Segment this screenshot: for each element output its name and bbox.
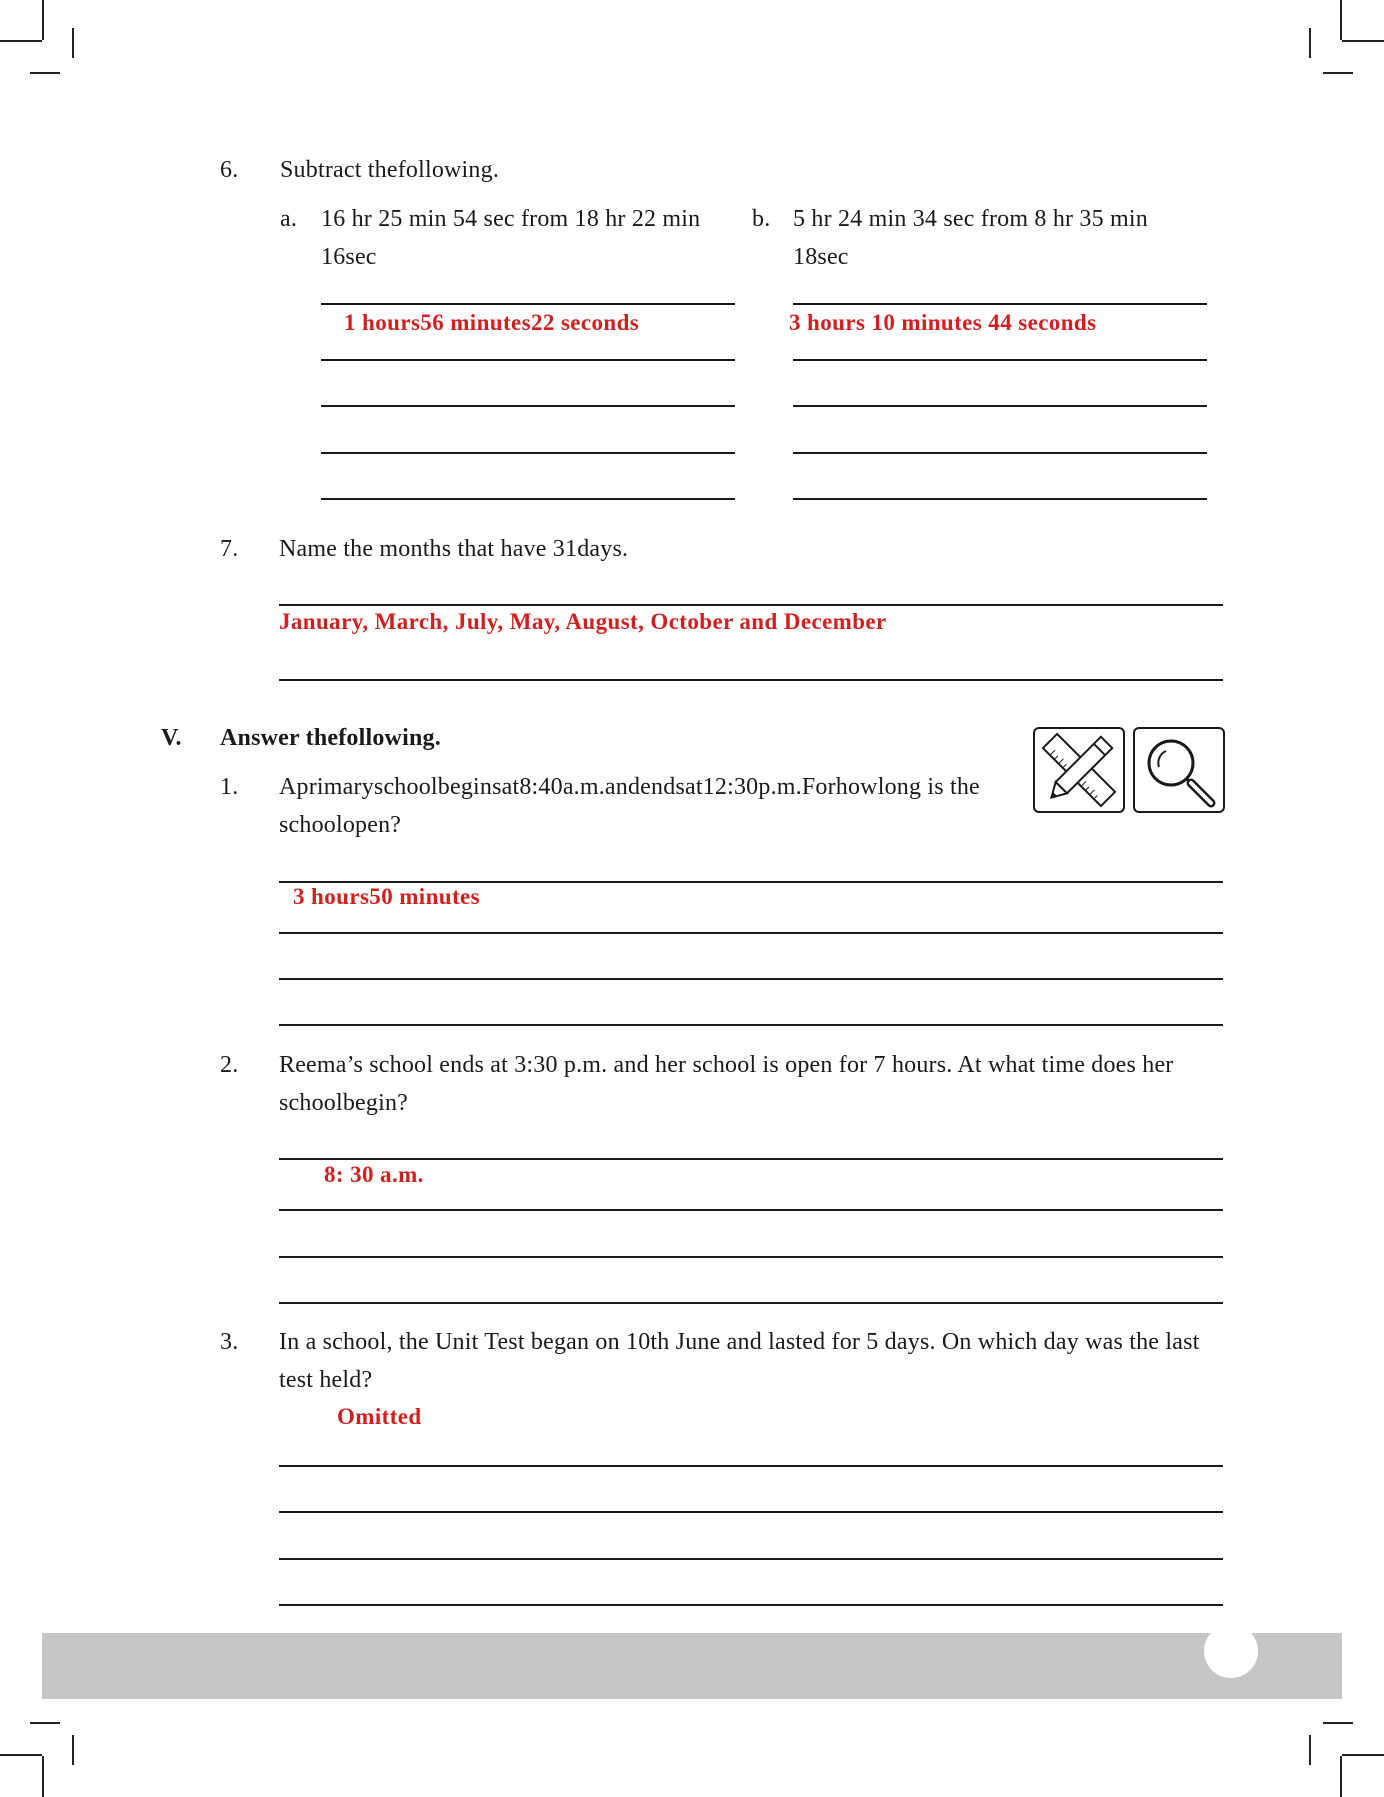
question-prompt: Name the months that have 31days. (279, 536, 629, 562)
answer-line (279, 679, 1223, 681)
magnifier-icon (1133, 727, 1225, 813)
subquestion-a-text: 16 hr 25 min 54 sec from 18 hr 22 min (321, 206, 701, 232)
footer-bar (42, 1633, 1342, 1699)
answer-text: 8: 30 a.m. (324, 1162, 424, 1187)
question-number: 2. (220, 1052, 239, 1078)
answer-b: 3 hours 10 minutes 44 seconds (789, 310, 1097, 335)
subquestion-a-text-cont: 16sec (321, 244, 377, 270)
question-text-cont: schoolbegin? (279, 1090, 409, 1116)
question-prompt: Subtract thefollowing. (280, 157, 500, 183)
subquestion-label-b: b. (752, 206, 771, 232)
answer-text: Omitted (337, 1404, 422, 1429)
answer-text: January, March, July, May, August, October and December (279, 609, 887, 634)
question-text: Aprimaryschoolbeginsat8:40a.m.andendsat12:30p.m.Forhowlong is the (279, 774, 980, 800)
question-number: 1. (220, 774, 239, 800)
subquestion-label-a: a. (280, 206, 298, 232)
question-text-cont: schoolopen? (279, 812, 402, 838)
pencil-ruler-icon (1033, 727, 1125, 813)
answer-line (279, 604, 1223, 606)
question-text: In a school, the Unit Test began on 10th June and lasted for 5 days. On which day was the last (279, 1329, 1200, 1355)
section-heading: Answer thefollowing. (220, 725, 441, 751)
question-number: 6. (220, 157, 239, 183)
question-number: 3. (220, 1329, 239, 1355)
answer-a: 1 hours56 minutes22 seconds (344, 310, 640, 335)
section-numeral: V. (161, 725, 182, 751)
question-number: 7. (220, 536, 239, 562)
answer-text: 3 hours50 minutes (293, 884, 480, 909)
subquestion-b-text: 5 hr 24 min 34 sec from 8 hr 35 min (793, 206, 1148, 232)
page-number-badge (1204, 1624, 1258, 1678)
question-text: Reema’s school ends at 3:30 p.m. and her school is open for 7 hours. At what time does her (279, 1052, 1174, 1078)
question-text-cont: test held? (279, 1367, 373, 1393)
subquestion-b-text-cont: 18sec (793, 244, 849, 270)
